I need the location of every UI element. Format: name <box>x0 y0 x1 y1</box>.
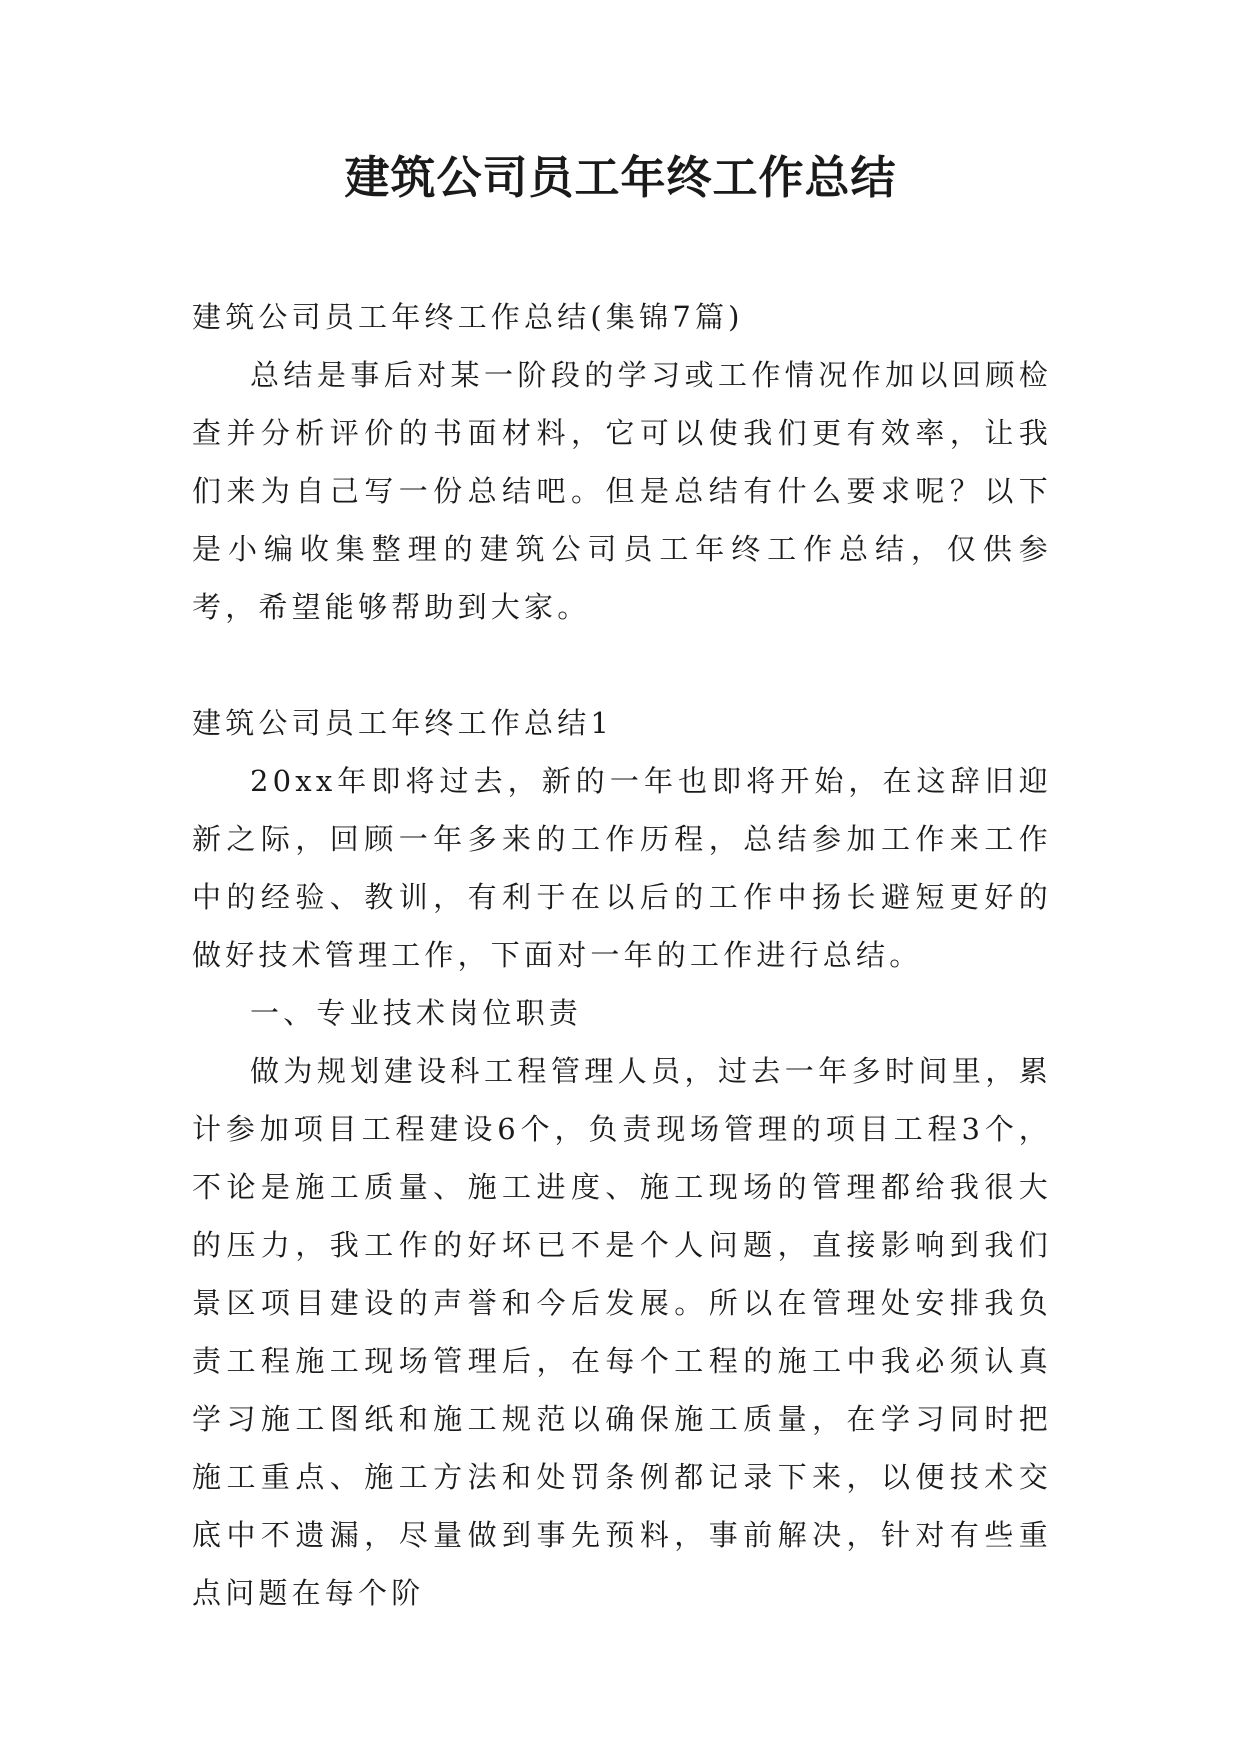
intro-paragraph: 总结是事后对某一阶段的学习或工作情况作加以回顾检查并分析评价的书面材料，它可以使我们更有效率，让我们来为自己写一份总结吧。但是总结有什么要求呢？以下是小编收集整理的建筑公司员工年终工作总结，仅供参考，希望能够帮助到大家。 <box>192 358 1052 624</box>
paragraph-spacer <box>192 636 1052 694</box>
document-title: 建筑公司员工年终工作总结 <box>344 151 897 204</box>
section-subheading: 一、专业技术岗位职责 <box>250 996 583 1030</box>
section-paragraph: 20xx年即将过去，新的一年也即将开始，在这辞旧迎新之际，回顾一年多来的工作历程，总结参加工作来工作中的经验、教训，有利于在以后的工作中扬长避短更好的做好技术管理工作，下面对一年的工作进行总结。 <box>192 764 1052 972</box>
document-body <box>192 288 1052 1622</box>
section-heading: 建筑公司员工年终工作总结1 <box>192 706 614 740</box>
document-subtitle: 建筑公司员工年终工作总结(集锦7篇) <box>192 300 744 334</box>
section-paragraph: 做为规划建设科工程管理人员，过去一年多时间里，累计参加项目工程建设6个，负责现场管理的项目工程3个，不论是施工质量、施工进度、施工现场的管理都给我很大的压力，我工作的好坏已不是个人问题，直接影响到我们景区项目建设的声誉和今后发展。所以在管理处安排我负责工程施工现场管理后，在每个工程的施工中我必须认真学习施工图纸和施工规范以确保施工质量，在学习同时把施工重点、施工方法和处罚条例都记录下来，以便技术交底中不遗漏，尽量做到事先预料，事前解决，针对有些重点问题在每个阶 <box>192 1054 1052 1610</box>
